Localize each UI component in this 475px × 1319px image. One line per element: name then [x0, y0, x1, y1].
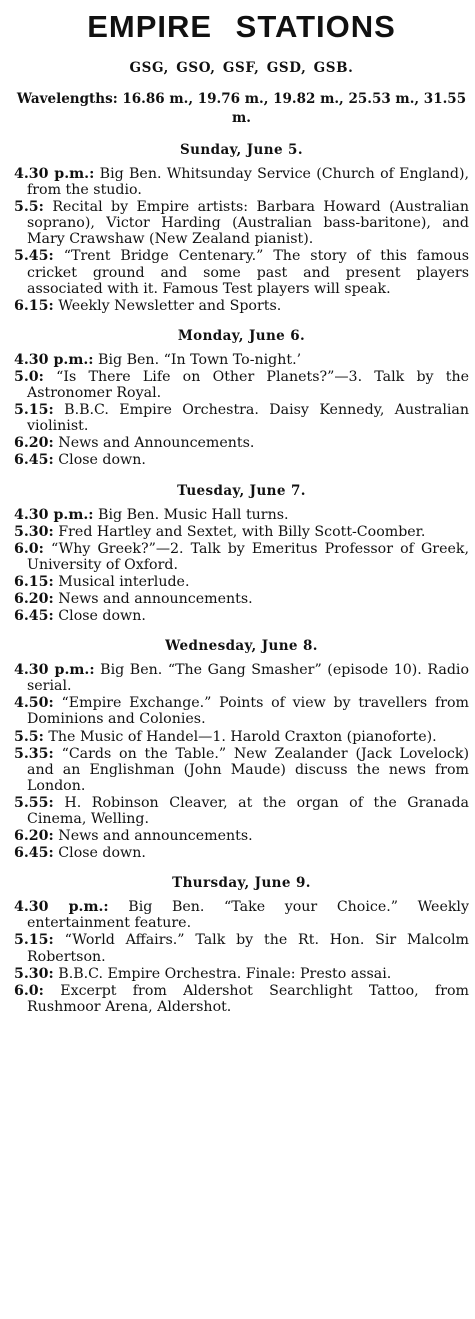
programme-text: “Cards on the Table.” New Zealander (Jack Lovelock) and an Englishman (John Maude) discuss the news from London. [27, 745, 469, 794]
programme-item [14, 591, 469, 607]
programme-item [14, 828, 469, 844]
programme-text: Close down. [53, 845, 146, 862]
programme-item [14, 845, 469, 861]
day-section-thursday [14, 875, 469, 1015]
programme-item [14, 199, 469, 247]
programme-item [14, 524, 469, 540]
programme-time: 5.55: [14, 794, 54, 811]
programme-text: Close down. [53, 452, 146, 469]
programme-time: 6.45: [14, 452, 54, 469]
programme-item [14, 298, 469, 314]
day-heading: Thursday, June 9. [172, 875, 311, 892]
programme-time: 6.20: [14, 435, 54, 452]
programme-time: 5.5: [14, 199, 44, 216]
programme-text: Big Ben. Whitsunday Service (Church of England), from the studio. [27, 166, 469, 199]
programme-item [14, 966, 469, 982]
wavelengths-line: Wavelengths: 16.86 m., 19.76 m., 19.82 m., 25.53 m., 31.55 m. [16, 91, 467, 126]
programme-item [14, 402, 469, 434]
programme-time: 4.30 p.m.: [14, 166, 95, 182]
programme-item [14, 352, 469, 368]
day-section-monday [14, 328, 469, 469]
programme-time: 5.30: [14, 965, 54, 982]
programme-item [14, 695, 469, 727]
programme-item [14, 435, 469, 451]
programme-time: 5.0: [14, 368, 44, 385]
programme-item [14, 729, 469, 745]
programme-item [14, 574, 469, 590]
day-section-wednesday [14, 638, 469, 861]
programme-time: 6.15: [14, 297, 54, 314]
programme-text: Big Ben. “The Gang Smasher” (episode 10). Radio serial. [27, 662, 469, 695]
day-section-tuesday [14, 483, 469, 625]
programme-time: 5.45: [14, 248, 54, 265]
programme-text: “World Affairs.” Talk by the Rt. Hon. Sir Malcolm Robertson. [27, 932, 469, 965]
programme-text: Recital by Empire artists: Barbara Howard (Australian soprano), Victor Harding (Australian bass-baritone), and Mary Crawshaw (New Zealand pianist). [27, 199, 469, 248]
programme-text: “Is There Life on Other Planets?”—3. Talk by the Astronomer Royal. [27, 368, 469, 402]
programme-text: Big Ben. “Take your Choice.” Weekly entertainment feature. [27, 899, 469, 932]
programme-item [14, 166, 469, 198]
programme-text: Big Ben. Music Hall turns. [93, 506, 289, 523]
programme-item [14, 248, 469, 296]
programme-item [14, 608, 469, 624]
programme-time: 6.0: [14, 540, 44, 557]
programme-item [14, 746, 469, 794]
programme-item [14, 452, 469, 468]
programme-time: 6.15: [14, 573, 54, 590]
page-title: EMPIRE STATIONS [87, 9, 396, 44]
day-heading: Tuesday, June 7. [177, 482, 306, 499]
programme-item [14, 983, 469, 1015]
programme-text: H. Robinson Cleaver, at the organ of the Granada Cinema, Welling. [27, 794, 469, 827]
programme-text: Excerpt from Aldershot Searchlight Tattoo, from Rushmoor Arena, Aldershot. [27, 982, 469, 1015]
programme-text: Big Ben. “In Town To-night.’ [93, 351, 302, 368]
programme-text: News and announcements. [53, 828, 253, 845]
programme-text: Musical interlude. [53, 573, 190, 590]
programme-time: 5.15: [14, 932, 54, 949]
day-heading: Sunday, June 5. [180, 142, 303, 158]
programme-item [14, 932, 469, 964]
programme-time: 6.0: [14, 982, 44, 999]
programme-time: 4.30 p.m.: [14, 506, 94, 523]
programme-time: 4.30 p.m.: [14, 351, 94, 368]
programme-time: 4.30 p.m.: [14, 899, 109, 916]
programme-time: 6.45: [14, 845, 54, 862]
programme-time: 6.45: [14, 608, 54, 625]
programme-text: “Empire Exchange.” Points of view by travellers from Dominions and Colonies. [27, 695, 469, 728]
programme-item [14, 662, 469, 694]
programme-text: Close down. [53, 608, 146, 625]
programme-item [14, 369, 469, 401]
station-callsigns: GSG, GSO, GSF, GSD, GSB. [129, 60, 354, 76]
programme-item [14, 541, 469, 573]
day-section-sunday [14, 142, 469, 314]
programme-text: B.B.C. Empire Orchestra. Finale: Presto assai. [53, 965, 392, 982]
programme-time: 5.35: [14, 745, 54, 762]
programme-time: 5.5: [14, 728, 44, 745]
day-heading: Monday, June 6. [177, 327, 306, 344]
programme-item [14, 507, 469, 523]
programme-item [14, 795, 469, 827]
programme-text: The Music of Handel—1. Harold Craxton (pianoforte). [43, 728, 437, 745]
day-heading: Wednesday, June 8. [165, 638, 318, 655]
programme-text: B.B.C. Empire Orchestra. Daisy Kennedy, Australian violinist. [27, 402, 469, 435]
programme-item [14, 899, 469, 931]
programme-time: 4.30 p.m.: [14, 662, 95, 679]
programme-text: “Trent Bridge Centenary.” The story of this famous cricket ground and some past and present players associated with it. Famous Test players will speak. [27, 248, 469, 297]
programme-time: 4.50: [14, 695, 54, 712]
programme-text: Weekly Newsletter and Sports. [53, 297, 282, 314]
programme-time: 6.20: [14, 828, 54, 845]
programme-time: 5.30: [14, 523, 54, 540]
programme-text: Fred Hartley and Sextet, with Billy Scott-Coomber. [53, 523, 426, 540]
programme-time: 5.15: [14, 402, 54, 419]
programme-text: News and Announcements. [53, 435, 255, 452]
programme-text: “Why Greek?”—2. Talk by Emeritus Professor of Greek, University of Oxford. [27, 540, 469, 573]
programme-time: 6.20: [14, 590, 54, 607]
programme-text: News and announcements. [53, 590, 253, 607]
